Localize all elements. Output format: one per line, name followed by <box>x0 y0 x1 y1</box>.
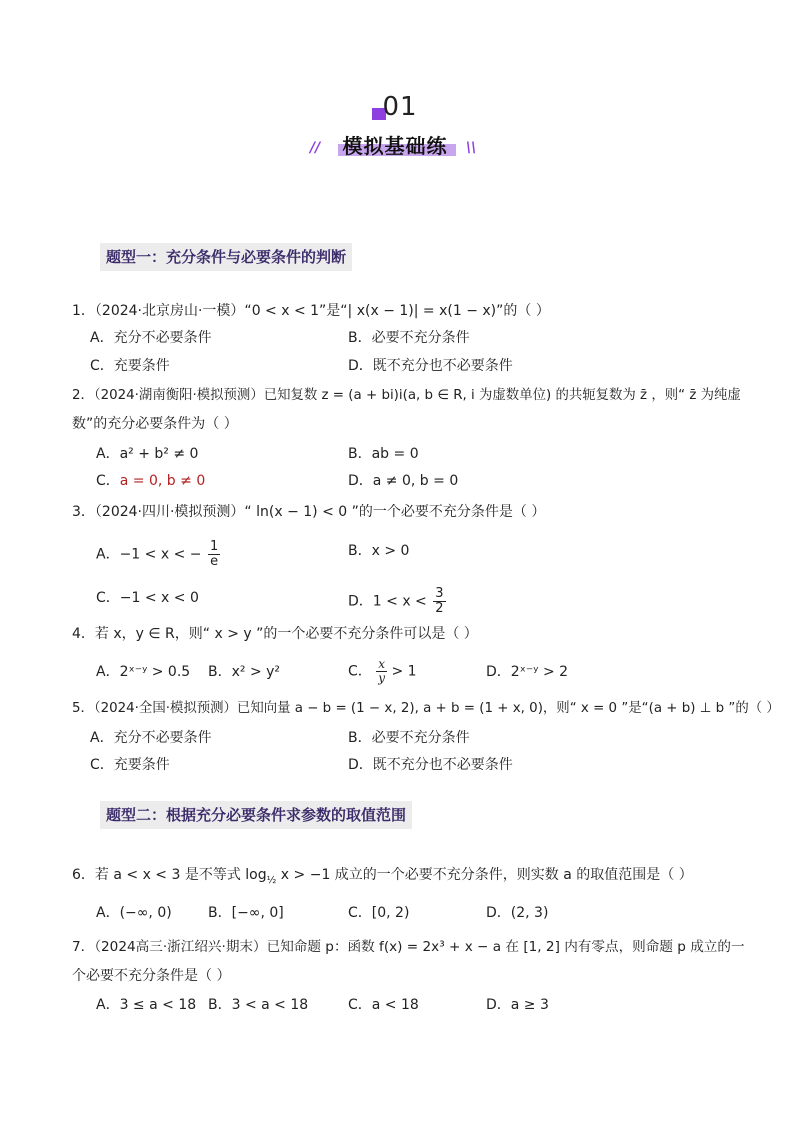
chapter-number-badge <box>370 92 430 128</box>
question-3-option-d <box>348 587 446 616</box>
question-3-option-b: B．x > 0 <box>348 543 410 559</box>
question-5-option-d: D．既不充分也不必要条件 <box>348 757 513 773</box>
question-2-option-a: A．a² + b² ≠ 0 <box>96 446 199 462</box>
question-4-option-c-prefix: C． <box>348 663 372 680</box>
question-3-option-d-fraction <box>433 587 445 616</box>
question-5-option-c: C．充要条件 <box>90 757 170 773</box>
question-4-option-c-fraction <box>376 658 387 685</box>
question-7-option-c: C．a < 18 <box>348 997 419 1013</box>
question-7-option-a: A．3 ≤ a < 18 <box>96 997 197 1013</box>
question-3-option-c: C．−1 < x < 0 <box>96 590 199 606</box>
fraction-denominator: 2 <box>435 601 444 616</box>
question-2-option-c-prefix: C． <box>96 473 120 489</box>
question-5-stem: 5．（2024·全国·模拟预测）已知向量 a − b = (1 − x, 2), a + b = (1 + x, 0)，则“ x = 0 ”是“(a + b) ⊥ b ”的（ ） <box>72 701 780 716</box>
question-2-option-b: B．ab = 0 <box>348 446 419 462</box>
question-4-option-a: A．2ˣ⁻ʸ > 0.5 <box>96 664 191 680</box>
question-6-stem <box>72 864 693 892</box>
question-6-stem-part1: 6．若 a < x < 3 是不等式 log <box>72 867 267 883</box>
fraction-numerator: 1 <box>209 539 219 554</box>
question-6-option-a: A．(−∞, 0) <box>96 905 172 921</box>
fraction-numerator: x <box>378 657 386 671</box>
question-1-stem: 1．（2024·北京房山·一模）“0 < x < 1”是“| x(x − 1)| = x(1 − x)”的（ ） <box>72 303 550 319</box>
question-7-option-d: D．a ≥ 3 <box>486 997 549 1013</box>
question-2-option-c-math: a = 0, b ≠ 0 <box>119 473 206 489</box>
question-2-option-d: D．a ≠ 0, b = 0 <box>348 473 459 489</box>
question-1-option-c: C．充要条件 <box>90 358 170 374</box>
question-1-option-b: B．必要不充分条件 <box>348 330 470 346</box>
chapter-title: 模拟基础练 <box>342 134 448 158</box>
question-7-option-b: B．3 < a < 18 <box>208 997 309 1013</box>
question-6-log-base: ½ <box>266 874 277 886</box>
question-1-option-a: A．充分不必要条件 <box>90 330 212 346</box>
question-3-option-a-prefix: A．−1 < x < − <box>96 546 202 563</box>
question-4-option-c-suffix: > 1 <box>391 663 417 680</box>
question-4-option-d: D．2ˣ⁻ʸ > 2 <box>486 664 569 680</box>
section-heading-2: 题型二：根据充分必要条件求参数的取值范围 <box>100 801 412 829</box>
question-4-option-b: B．x² > y² <box>208 664 281 680</box>
chapter-number: 01 <box>382 92 418 122</box>
question-2-stem-line1: 2．（2024·湖南衡阳·模拟预测）已知复数 z = (a + bi)i(a, b ∈ R, i 为虚数单位) 的共轭复数为 z̄ ，则“ z̄ 为纯虚 <box>72 388 741 403</box>
question-3-option-a <box>96 540 220 569</box>
fraction-numerator: 3 <box>435 586 444 601</box>
question-2-option-c <box>96 470 205 492</box>
question-3-option-d-prefix: D．1 < x < <box>348 593 427 610</box>
left-slash-decoration: // <box>310 140 321 156</box>
question-2-stem-line2: 数”的充分必要条件为（ ） <box>72 416 238 432</box>
question-5-option-a: A．充分不必要条件 <box>90 730 212 746</box>
question-3-option-a-fraction <box>208 540 220 569</box>
question-7-stem-line2: 个必要不充分条件是（ ） <box>72 968 231 984</box>
question-5-option-b: B．必要不充分条件 <box>348 730 470 746</box>
section-heading-1: 题型一：充分条件与必要条件的判断 <box>100 243 352 271</box>
chapter-title-banner <box>310 130 480 160</box>
right-slash-decoration: \\ <box>466 140 477 156</box>
fraction-denominator: y <box>378 671 386 685</box>
question-6-option-b: B．[−∞, 0] <box>208 905 284 921</box>
question-6-option-c: C．[0, 2) <box>348 905 410 921</box>
question-6-stem-part2: x > −1 成立的一个必要不充分条件，则实数 a 的取值范围是（ ） <box>276 867 693 883</box>
fraction-denominator: e <box>210 554 219 569</box>
question-6-option-d: D．(2, 3) <box>486 905 549 921</box>
question-1-option-d: D．既不充分也不必要条件 <box>348 358 513 374</box>
question-4-stem: 4．若 x，y ∈ R，则“ x > y ”的一个必要不充分条件可以是（ ） <box>72 626 478 642</box>
question-3-stem: 3．（2024·四川·模拟预测）“ ln(x − 1) < 0 ”的一个必要不充分条件是（ ） <box>72 504 546 520</box>
question-7-stem-line1: 7．（2024高三·浙江绍兴·期末）已知命题 p：函数 f(x) = 2x³ + x − a 在 [1, 2] 内有零点，则命题 p 成立的一 <box>72 939 745 955</box>
question-4-option-c <box>348 658 417 685</box>
